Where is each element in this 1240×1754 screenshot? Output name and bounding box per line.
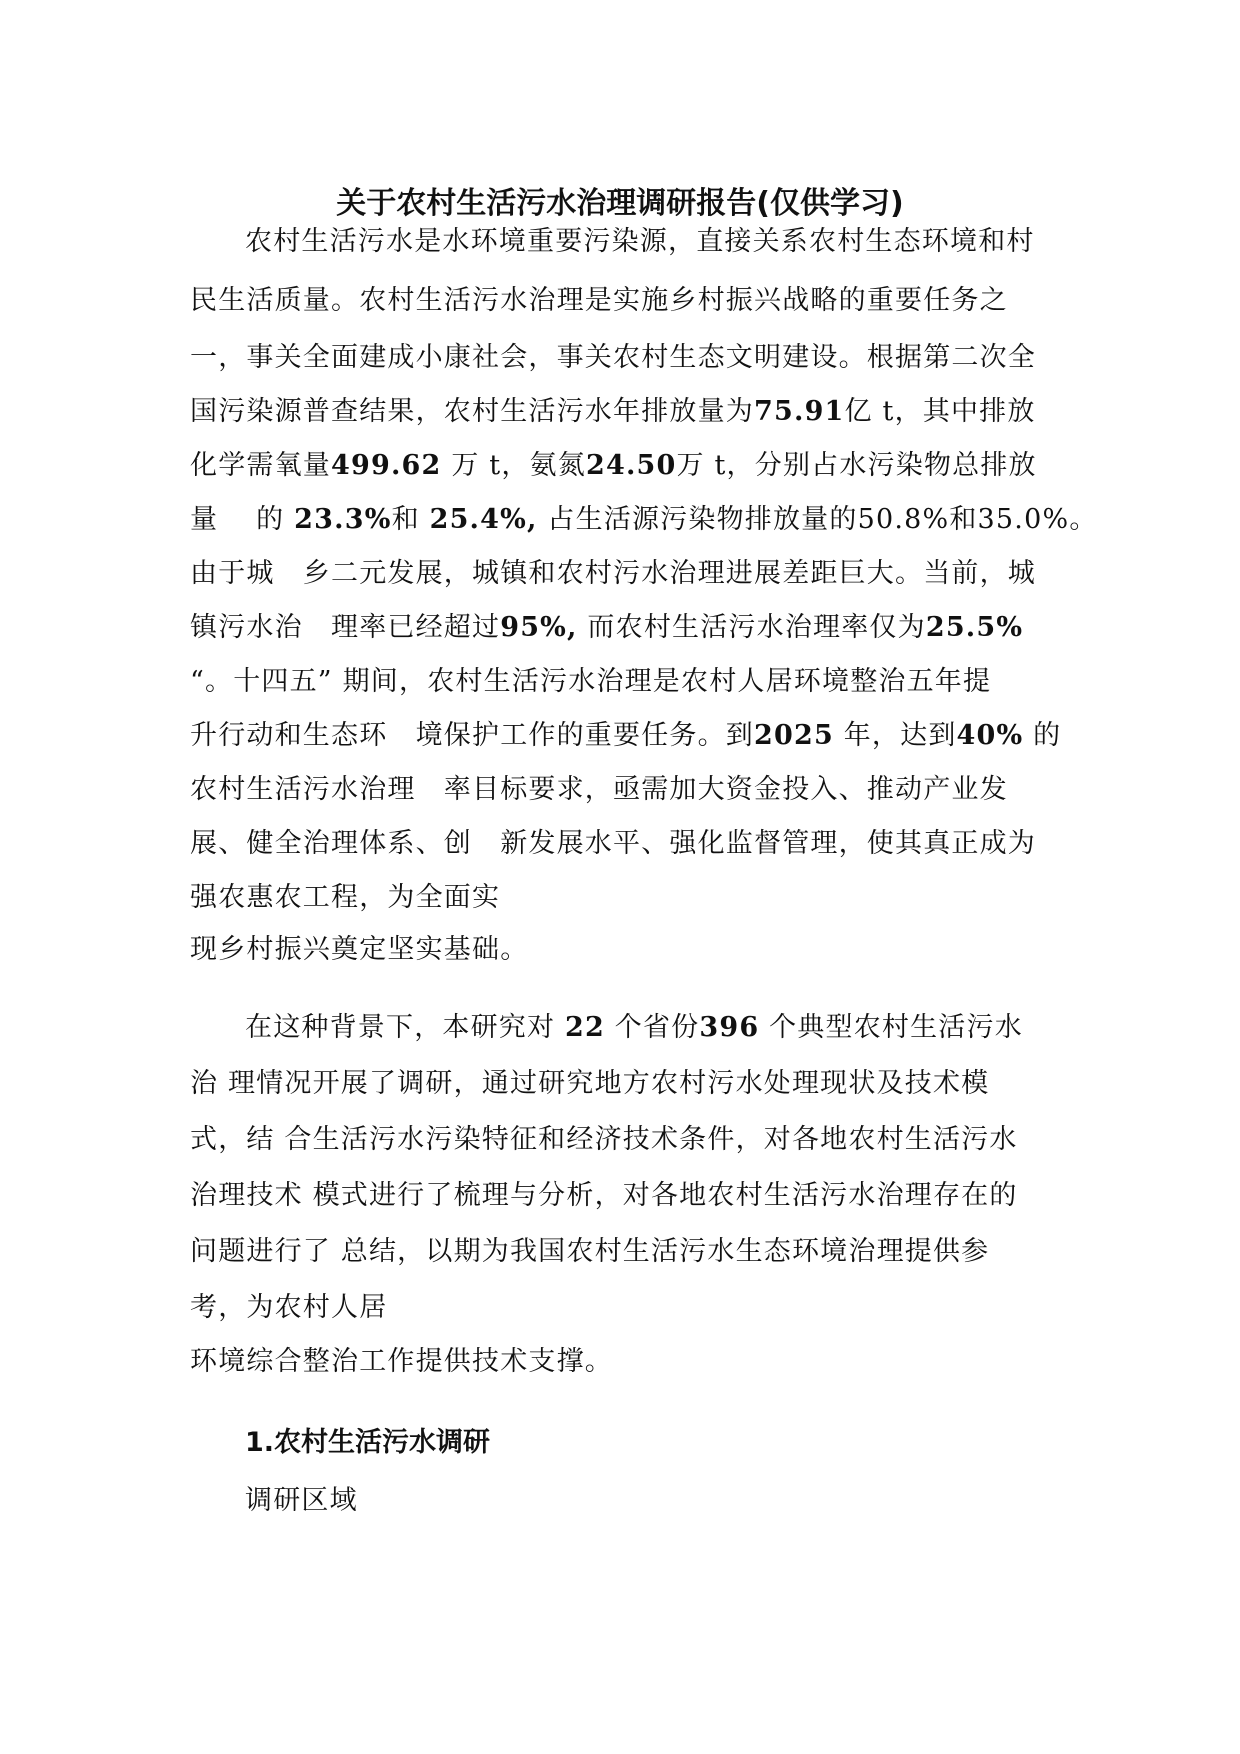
p1-line-13: 强农惠农工程，为全面实 [190,882,501,913]
p2-line-3: 式，结 合生活污水污染特征和经济技术条件，对各地农村生活污水 [190,1124,1018,1155]
p2-line-6: 考，为农村人居 [190,1292,388,1323]
p1-line-7: 由于城 乡二元发展，城镇和农村污水治理进展差距巨大。当前，城 [190,558,1036,589]
p2-line-4: 治理技术 模式进行了梳理与分析，对各地农村生活污水治理存在的 [190,1180,1018,1211]
p1-line-6: 量 的 23.3%和 25.4%, 占生活源污染物排放量的50.8%和35.0%。 [190,504,1098,535]
p1-line-9: “。十四五” 期间，农村生活污水治理是农村人居环境整治五年提 [190,666,992,697]
p2-line-2: 治 理情况开展了调研，通过研究地方农村污水处理现状及技术模 [190,1068,990,1099]
subheading: 调研区域 [245,1485,358,1516]
p2-line-1: 在这种背景下，本研究对 22 个省份396 个典型农村生活污水 [245,1012,1023,1043]
p1-line-3: 一，事关全面建成小康社会，事关农村生态文明建设。根据第二次全 [190,342,1036,373]
p1-line-14: 现乡村振兴奠定坚实基础。 [190,934,529,965]
document-title: 关于农村生活污水治理调研报告(仅供学习) [336,186,904,221]
p1-line-10: 升行动和生态环 境保护工作的重要任务。到2025 年，达到40% 的 [190,720,1062,751]
p2-line-7: 环境综合整治工作提供技术支撑。 [190,1346,613,1377]
p1-line-11: 农村生活污水治理 率目标要求，亟需加大资金投入、推动产业发 [190,774,1008,805]
p1-line-8: 镇污水治 理率已经超过95%, 而农村生活污水治理率仅为25.5% [190,612,1024,643]
section-heading: 1.农村生活污水调研 [245,1427,491,1458]
p2-line-5: 问题进行了 总结，以期为我国农村生活污水生态环境治理提供参 [190,1236,990,1267]
p1-line-12: 展、健全治理体系、创 新发展水平、强化监督管理，使其真正成为 [190,828,1036,859]
p1-line-1: 农村生活污水是水环境重要污染源，直接关系农村生态环境和村 [245,226,1035,257]
p1-line-4: 国污染源普查结果，农村生活污水年排放量为75.91亿 t，其中排放 [190,396,1036,427]
p1-line-2: 民生活质量。农村生活污水治理是实施乡村振兴战略的重要任务之 [190,285,1008,316]
p1-line-5: 化学需氧量499.62 万 t，氨氮24.50万 t，分别占水污染物总排放 [190,450,1037,481]
